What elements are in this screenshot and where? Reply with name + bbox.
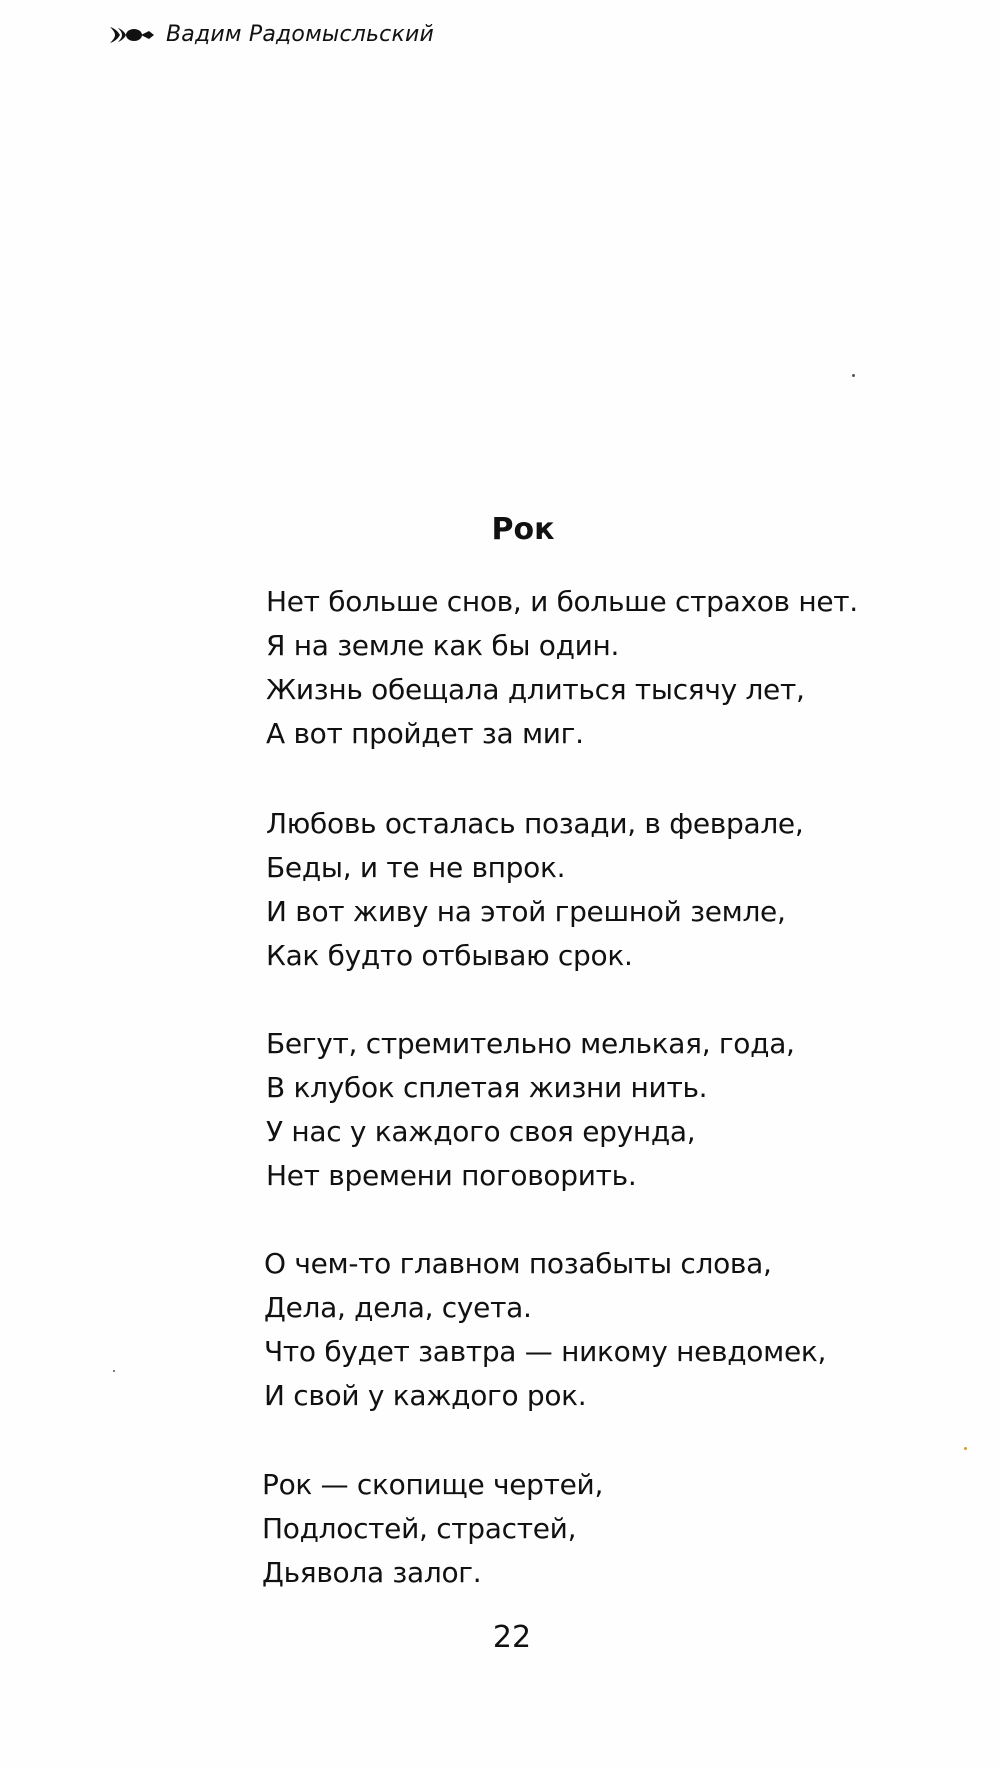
- poem-line: Нет больше снов, и больше страхов нет.: [266, 585, 858, 618]
- poem-line: Подлостей, страстей,: [262, 1512, 577, 1545]
- stanza: [266, 802, 803, 978]
- poem-line: Я на земле как бы один.: [266, 629, 620, 662]
- fleuron-ornament-icon: [108, 23, 154, 47]
- poem-line: Как будто отбываю срок.: [266, 939, 633, 972]
- stanza: [266, 580, 858, 756]
- print-speck: [852, 374, 855, 377]
- print-speck: [964, 1447, 967, 1450]
- poem-line: Что будет завтра — никому невдомек,: [264, 1335, 827, 1368]
- poem-line: Дьявола залог.: [262, 1556, 482, 1589]
- poem-line: Беды, и те не впрок.: [266, 851, 566, 884]
- poem-line: Дела, дела, суета.: [264, 1291, 532, 1324]
- running-head: [108, 22, 434, 47]
- poem-line: И вот живу на этой грешной земле,: [266, 895, 786, 928]
- poem-line: Жизнь обещала длиться тысячу лет,: [266, 673, 805, 706]
- poem-line: И свой у каждого рок.: [264, 1379, 587, 1412]
- poem-line: О чем-то главном позабыты слова,: [264, 1247, 772, 1280]
- poem-line: Нет времени поговорить.: [266, 1159, 637, 1192]
- running-head-author: Вадим Радомысльский: [166, 22, 434, 47]
- print-speck: [113, 1370, 115, 1372]
- stanza: [266, 1022, 795, 1198]
- poem-line: Рок — скопище чертей,: [262, 1468, 604, 1501]
- poem-line: Любовь осталась позади, в феврале,: [266, 807, 804, 840]
- page-number: 22: [492, 1620, 532, 1655]
- stanza: [262, 1463, 603, 1595]
- poem-line: Бегут, стремительно мелькая, года,: [266, 1027, 795, 1060]
- poem-line: У нас у каждого своя ерунда,: [266, 1115, 696, 1148]
- stanza: [264, 1242, 826, 1418]
- poem-title: Рок: [491, 512, 555, 548]
- poem-line: В клубок сплетая жизни нить.: [266, 1071, 708, 1104]
- poem-line: А вот пройдет за миг.: [266, 717, 584, 750]
